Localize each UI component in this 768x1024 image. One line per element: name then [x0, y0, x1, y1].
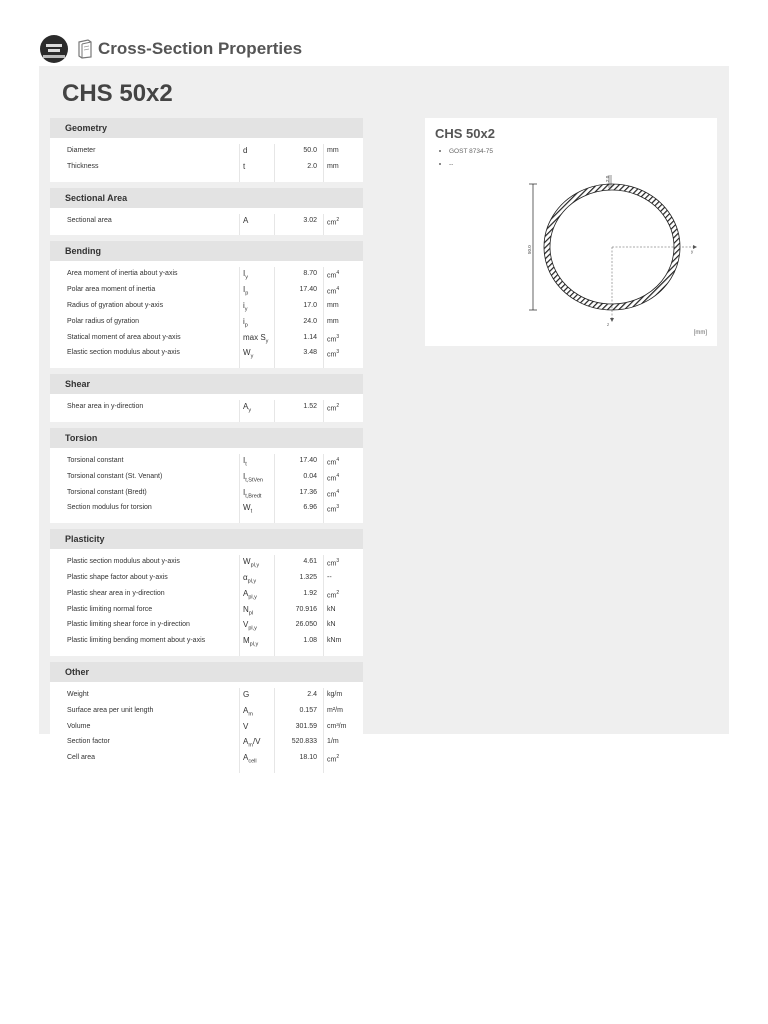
page-header [40, 34, 302, 64]
properties-table [50, 118, 363, 773]
property-value: 1.14 [303, 333, 317, 341]
property-row [50, 688, 363, 704]
property-label: Volume [67, 722, 91, 730]
property-unit: kN [327, 621, 336, 629]
property-symbol: $I_{t,Bredt}$ [243, 487, 262, 500]
property-row [50, 603, 363, 619]
property-symbol: $A_{pl,y}$ [243, 588, 257, 601]
property-row [50, 486, 363, 502]
property-label: Section modulus for torsion [67, 504, 152, 512]
property-row [50, 299, 363, 315]
dlubal-logo-icon [40, 35, 68, 63]
property-row [50, 346, 363, 362]
property-symbol: $V_{pl,y}$ [243, 620, 257, 632]
property-label: Statical moment of area about y-axis [67, 333, 181, 341]
group-header: Other [50, 662, 363, 682]
property-label: Diameter [67, 147, 96, 154]
property-row [50, 618, 363, 634]
property-value: 0.157 [299, 706, 317, 714]
property-row [50, 400, 363, 416]
property-unit: $cm^4$ [327, 456, 340, 467]
property-symbol: $I_{t,StVen}$ [243, 471, 263, 484]
property-label: Torsional constant [67, 456, 124, 464]
property-value: 17.40 [299, 286, 317, 294]
property-label: Plastic limiting shear force in y-direction [67, 621, 190, 629]
property-unit: $cm^3$ [327, 333, 340, 343]
property-symbol: $A_y$ [243, 402, 252, 414]
property-label: Plastic shape factor about y-axis [67, 573, 168, 581]
property-value: 18.10 [299, 754, 317, 762]
property-label: Plastic section modulus about y-axis [67, 558, 180, 566]
property-unit: $cm^4$ [327, 472, 340, 483]
property-unit: $cm^2$ [327, 589, 340, 600]
group-rows [50, 214, 363, 236]
property-row [50, 470, 363, 486]
group-rows [50, 454, 363, 523]
y-axis-label: y [691, 249, 694, 254]
property-row [50, 267, 363, 283]
property-label: Plastic limiting normal force [67, 605, 153, 613]
section-name: CHS 50x2 [62, 80, 173, 107]
group-header: Geometry [50, 118, 363, 138]
property-label: Thickness [67, 162, 99, 170]
property-value: 0.04 [303, 472, 317, 480]
property-unit: kN [327, 605, 336, 613]
property-unit: $cm^4$ [327, 270, 340, 280]
property-symbol: t [243, 161, 246, 171]
drawing-title: CHS 50x2 [435, 126, 495, 141]
property-label: Area moment of inertia about y-axis [67, 270, 178, 278]
property-row [50, 571, 363, 587]
property-unit: mm [327, 301, 339, 309]
property-symbol: $W_y$ [243, 348, 254, 360]
property-value: 1.08 [303, 637, 317, 645]
property-unit: $cm^4$ [327, 488, 340, 498]
property-value: 3.02 [303, 216, 317, 224]
property-label: Surface area per unit length [67, 706, 154, 714]
property-value: 4.61 [303, 558, 317, 566]
property-label: Plastic limiting bending moment about y-axis [67, 637, 206, 645]
property-value: 1.92 [303, 589, 317, 597]
property-row [50, 751, 363, 767]
property-value: 301.59 [295, 722, 317, 730]
property-row [50, 283, 363, 299]
property-symbol: $i_p$ [243, 316, 248, 329]
property-unit: -- [327, 573, 332, 581]
section-drawing [425, 118, 717, 346]
property-symbol: $N_{pl}$ [243, 604, 254, 617]
section-drawing-card [425, 118, 717, 346]
property-symbol: $I_p$ [243, 285, 249, 297]
group-rows [50, 144, 363, 182]
property-unit: m²/m [327, 706, 343, 714]
property-label: Torsional constant (St. Venant) [67, 472, 163, 480]
property-row [50, 144, 363, 160]
property-row [50, 160, 363, 176]
property-unit: $cm^3$ [327, 349, 340, 359]
content-panel [39, 66, 729, 765]
property-unit: cm³/m [327, 722, 347, 730]
property-value: 2.4 [307, 690, 317, 698]
property-unit: kNm [327, 637, 342, 645]
property-symbol: A [243, 215, 249, 225]
property-value: 24.0 [303, 317, 317, 325]
property-symbol: $A_m$ [243, 705, 253, 718]
property-symbol: d [243, 146, 248, 155]
property-row [50, 331, 363, 347]
y-axis-arrow [693, 245, 697, 249]
property-unit: $cm^2$ [327, 754, 340, 764]
property-label: Cell area [67, 754, 96, 762]
property-row [50, 634, 363, 650]
property-row [50, 587, 363, 603]
thickness-dimension-label: 2.0 [605, 175, 610, 182]
property-row [50, 720, 363, 736]
group-header: Bending [50, 241, 363, 261]
property-value: 17.0 [303, 301, 317, 309]
property-value: 17.40 [299, 456, 317, 464]
property-unit: 1/m [327, 738, 339, 746]
property-row [50, 555, 363, 571]
property-value: 1.52 [303, 403, 317, 411]
property-value: 50.0 [303, 147, 317, 154]
drawing-note: GOST 8734-75 [439, 148, 493, 155]
group-header: Plasticity [50, 529, 363, 549]
property-symbol: $\max S_y$ [243, 332, 269, 345]
property-label: Section factor [67, 738, 110, 746]
z-axis-arrow [610, 318, 614, 322]
property-symbol: $I_t$ [243, 455, 247, 468]
units-label: [mm] [693, 330, 707, 336]
property-symbol: $A_m/V$ [243, 737, 261, 749]
property-value: 2.0 [307, 162, 317, 170]
property-label: Weight [67, 690, 89, 698]
property-symbol: $M_{pl,y}$ [243, 636, 259, 648]
height-dimension-label: 50.0 [527, 245, 532, 254]
property-symbol: V [243, 721, 249, 731]
property-label: Radius of gyration about y-axis [67, 301, 164, 309]
property-row [50, 501, 363, 517]
property-label: Sectional area [67, 216, 112, 224]
group-header: Shear [50, 374, 363, 394]
property-unit: $cm^3$ [327, 504, 340, 514]
group-header: Torsion [50, 428, 363, 448]
property-label: Polar area moment of inertia [67, 286, 156, 294]
property-symbol: $W_{pl,y}$ [243, 557, 260, 569]
group-rows [50, 400, 363, 422]
property-unit: $cm^4$ [327, 286, 340, 296]
property-row [50, 735, 363, 751]
property-unit: $cm^3$ [327, 558, 340, 568]
group-rows [50, 688, 363, 773]
property-symbol: $W_t$ [243, 503, 253, 515]
property-label: Torsional constant (Bredt) [67, 488, 147, 496]
property-symbol: G [243, 689, 250, 699]
property-value: 26.050 [295, 621, 317, 629]
property-row [50, 315, 363, 331]
property-value: 1.325 [299, 573, 317, 581]
group-rows [50, 555, 363, 656]
property-label: Polar radius of gyration [67, 317, 139, 325]
book-icon [76, 39, 94, 59]
group-rows [50, 267, 363, 368]
property-value: 520.833 [291, 738, 317, 746]
property-unit: mm [327, 147, 339, 154]
property-symbol: $i_y$ [243, 300, 248, 313]
property-symbol: $A_{cell}$ [243, 753, 257, 765]
property-label: Plastic shear area in y-direction [67, 589, 165, 597]
property-value: 70.916 [295, 605, 317, 613]
property-row [50, 214, 363, 230]
property-value: 17.36 [299, 488, 317, 496]
drawing-note: -- [439, 161, 493, 168]
property-unit: mm [327, 162, 339, 170]
property-label: Elastic section modulus about y-axis [67, 349, 180, 357]
property-row [50, 704, 363, 720]
property-row [50, 454, 363, 470]
property-symbol: $I_y$ [243, 269, 248, 281]
property-value: 8.70 [303, 270, 317, 278]
property-unit: $cm^2$ [327, 403, 340, 413]
z-axis-label: z [607, 322, 610, 327]
property-unit: $cm^2$ [327, 216, 340, 226]
property-value: 6.96 [303, 504, 317, 512]
page-title: Cross-Section Properties [98, 39, 303, 58]
property-label: Shear area in y-direction [67, 403, 144, 411]
group-header: Sectional Area [50, 188, 363, 208]
property-symbol: $\alpha_{pl,y}$ [243, 572, 257, 585]
property-unit: kg/m [327, 690, 343, 698]
property-value: 3.48 [303, 349, 317, 357]
property-unit: mm [327, 317, 339, 325]
